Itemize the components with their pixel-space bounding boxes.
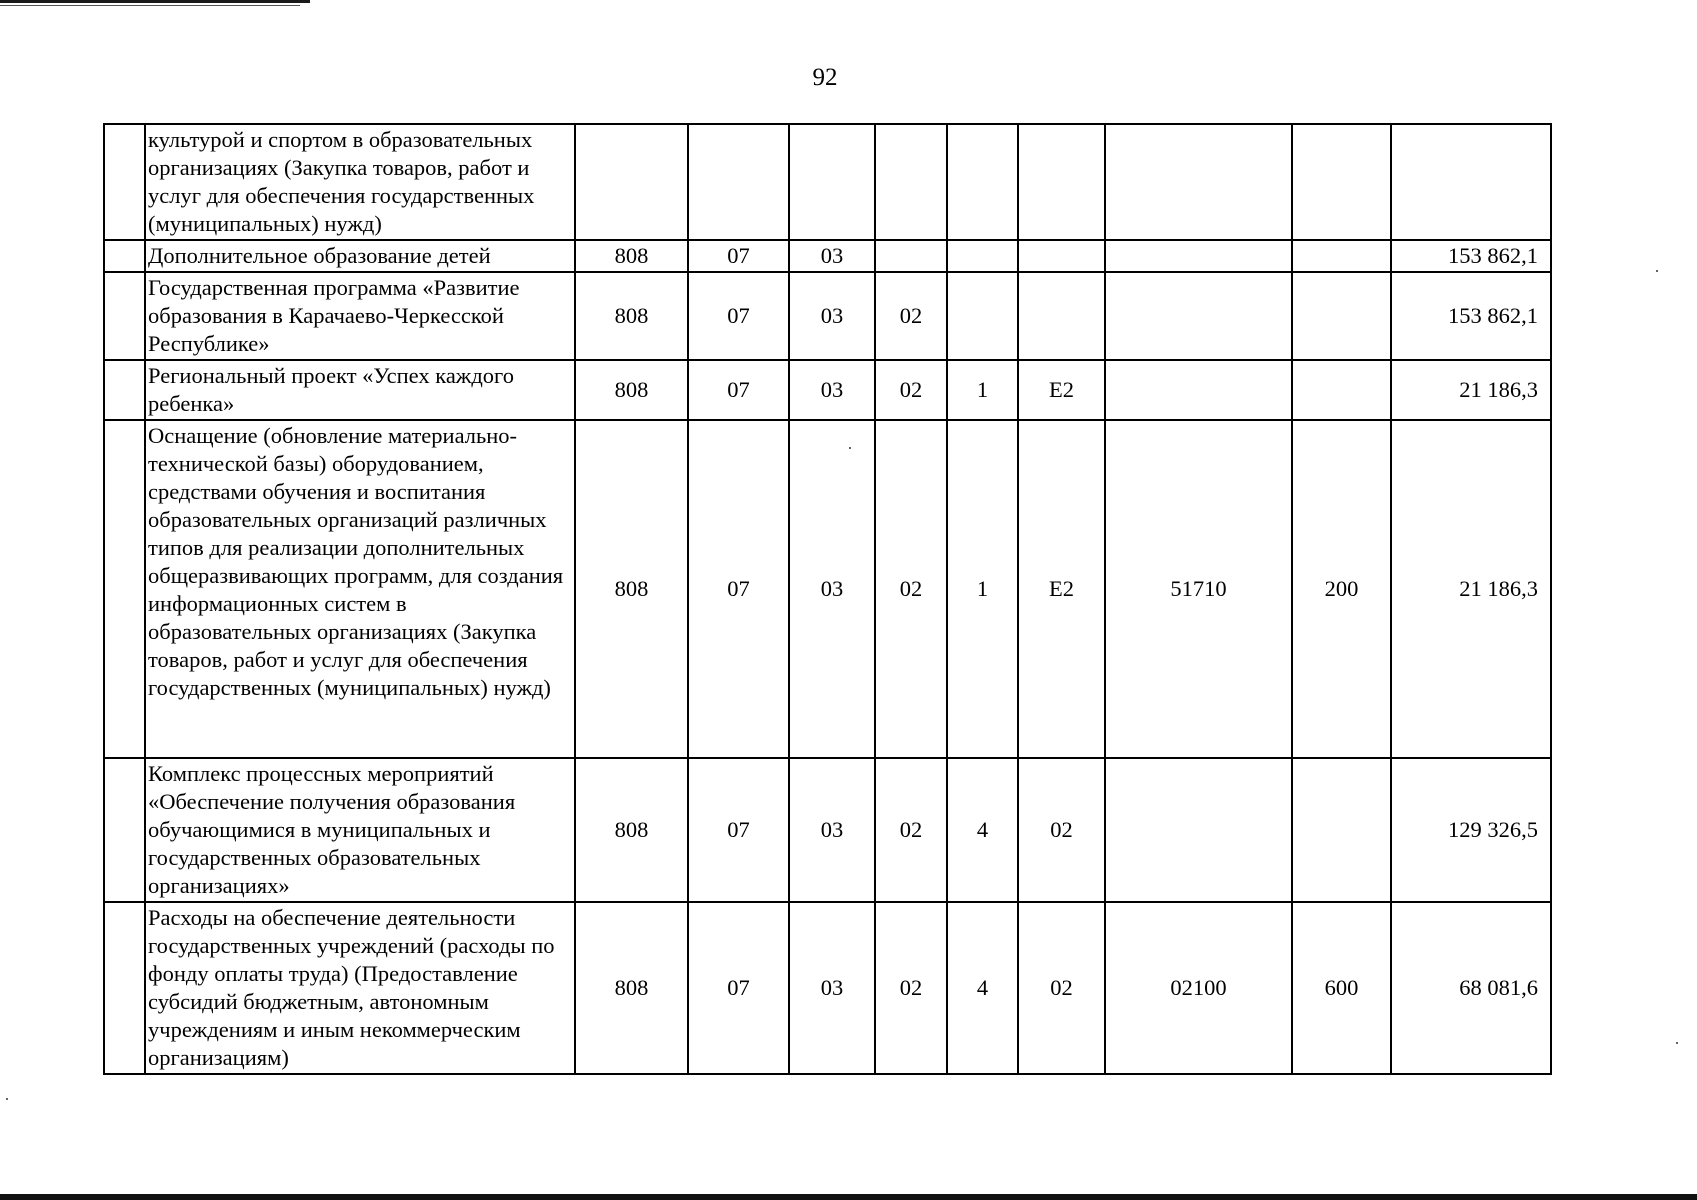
scan-speck — [1656, 270, 1658, 272]
table-row — [104, 124, 1551, 240]
program-code-cell: 02 — [875, 272, 947, 360]
scan-speck — [6, 1098, 8, 1100]
row-number-cell — [104, 360, 145, 420]
expense-name-cell: Оснащение (обновление материально-технической базы) оборудованием, средствами обучения и воспитания образовательных организаций различных типов для реализации дополнительных общеразвивающих программ, для создания информационных систем в образовательных организациях (Закупка товаров, работ и услуг для обеспечения государственных (муниципальных) нужд) — [145, 420, 575, 758]
table-row — [104, 272, 1551, 360]
program-code-cell: 02 — [875, 360, 947, 420]
ministry-code-cell: 808 — [575, 902, 688, 1074]
table-row — [104, 902, 1551, 1074]
scan-speck — [849, 447, 851, 449]
expense-type-cell: 600 — [1292, 902, 1391, 1074]
program-code-cell: 02 — [875, 902, 947, 1074]
direction-code-cell — [1105, 124, 1292, 240]
ministry-code-cell: 808 — [575, 420, 688, 758]
amount-cell: 153 862,1 — [1391, 272, 1551, 360]
table-row — [104, 420, 1551, 758]
expense-name-cell: культурой и спортом в образовательных организациях (Закупка товаров, работ и услуг для обеспечения государственных (муниципальных) нужд) — [145, 124, 575, 240]
type-code-cell: 1 — [947, 420, 1018, 758]
expense-type-cell — [1292, 758, 1391, 902]
row-number-cell — [104, 902, 145, 1074]
expense-type-cell — [1292, 240, 1391, 272]
ministry-code-cell: 808 — [575, 758, 688, 902]
amount-cell: 68 081,6 — [1391, 902, 1551, 1074]
subsection-code-cell: 03 — [789, 758, 875, 902]
expense-name-cell: Государственная программа «Развитие образования в Карачаево-Черкесской Республике» — [145, 272, 575, 360]
section-code-cell: 07 — [688, 360, 789, 420]
project-code-cell — [1018, 124, 1105, 240]
amount-cell — [1391, 124, 1551, 240]
expense-type-cell — [1292, 124, 1391, 240]
project-code-cell: 02 — [1018, 758, 1105, 902]
page-number: 92 — [812, 64, 838, 91]
expense-type-cell: 200 — [1292, 420, 1391, 758]
subsection-code-cell: 03 — [789, 240, 875, 272]
type-code-cell — [947, 240, 1018, 272]
expense-name-cell: Дополнительное образование детей — [145, 240, 575, 272]
direction-code-cell — [1105, 758, 1292, 902]
subsection-code-cell: 03 — [789, 902, 875, 1074]
ministry-code-cell — [575, 124, 688, 240]
project-code-cell — [1018, 272, 1105, 360]
project-code-cell — [1018, 240, 1105, 272]
amount-cell: 153 862,1 — [1391, 240, 1551, 272]
amount-cell: 21 186,3 — [1391, 420, 1551, 758]
section-code-cell: 07 — [688, 272, 789, 360]
scan-edge-line-bottom — [0, 1194, 1697, 1200]
project-code-cell: Е2 — [1018, 360, 1105, 420]
expense-name-cell: Комплекс процессных мероприятий «Обеспечение получения образования обучающимися в муниципальных и государственных образовательных организациях» — [145, 758, 575, 902]
row-number-cell — [104, 420, 145, 758]
table-row — [104, 240, 1551, 272]
direction-code-cell — [1105, 272, 1292, 360]
budget-table — [103, 123, 1552, 1075]
program-code-cell: 02 — [875, 758, 947, 902]
table-row — [104, 758, 1551, 902]
scan-edge-line-thin — [0, 5, 300, 6]
program-code-cell — [875, 240, 947, 272]
scan-edge-line — [0, 0, 310, 3]
type-code-cell: 4 — [947, 758, 1018, 902]
row-number-cell — [104, 240, 145, 272]
ministry-code-cell: 808 — [575, 240, 688, 272]
section-code-cell: 07 — [688, 758, 789, 902]
row-number-cell — [104, 124, 145, 240]
direction-code-cell — [1105, 240, 1292, 272]
subsection-code-cell: 03 — [789, 272, 875, 360]
row-number-cell — [104, 758, 145, 902]
type-code-cell — [947, 124, 1018, 240]
program-code-cell: 02 — [875, 420, 947, 758]
section-code-cell — [688, 124, 789, 240]
amount-cell: 21 186,3 — [1391, 360, 1551, 420]
direction-code-cell: 02100 — [1105, 902, 1292, 1074]
expense-type-cell — [1292, 360, 1391, 420]
type-code-cell — [947, 272, 1018, 360]
section-code-cell: 07 — [688, 420, 789, 758]
program-code-cell — [875, 124, 947, 240]
direction-code-cell — [1105, 360, 1292, 420]
expense-name-cell: Расходы на обеспечение деятельности государственных учреждений (расходы по фонду оплаты труда) (Предоставление субсидий бюджетным, автономным учреждениям и иным некоммерческим организациям) — [145, 902, 575, 1074]
project-code-cell: Е2 — [1018, 420, 1105, 758]
project-code-cell: 02 — [1018, 902, 1105, 1074]
row-number-cell — [104, 272, 145, 360]
scan-speck — [1676, 1042, 1678, 1044]
type-code-cell: 1 — [947, 360, 1018, 420]
table-row — [104, 360, 1551, 420]
expense-name-cell: Региональный проект «Успех каждого ребенка» — [145, 360, 575, 420]
amount-cell: 129 326,5 — [1391, 758, 1551, 902]
ministry-code-cell: 808 — [575, 360, 688, 420]
expense-type-cell — [1292, 272, 1391, 360]
type-code-cell: 4 — [947, 902, 1018, 1074]
section-code-cell: 07 — [688, 902, 789, 1074]
section-code-cell: 07 — [688, 240, 789, 272]
direction-code-cell: 51710 — [1105, 420, 1292, 758]
ministry-code-cell: 808 — [575, 272, 688, 360]
subsection-code-cell: 03 — [789, 360, 875, 420]
budget-table-container — [103, 123, 1552, 1075]
subsection-code-cell — [789, 124, 875, 240]
subsection-code-cell: 03 — [789, 420, 875, 758]
